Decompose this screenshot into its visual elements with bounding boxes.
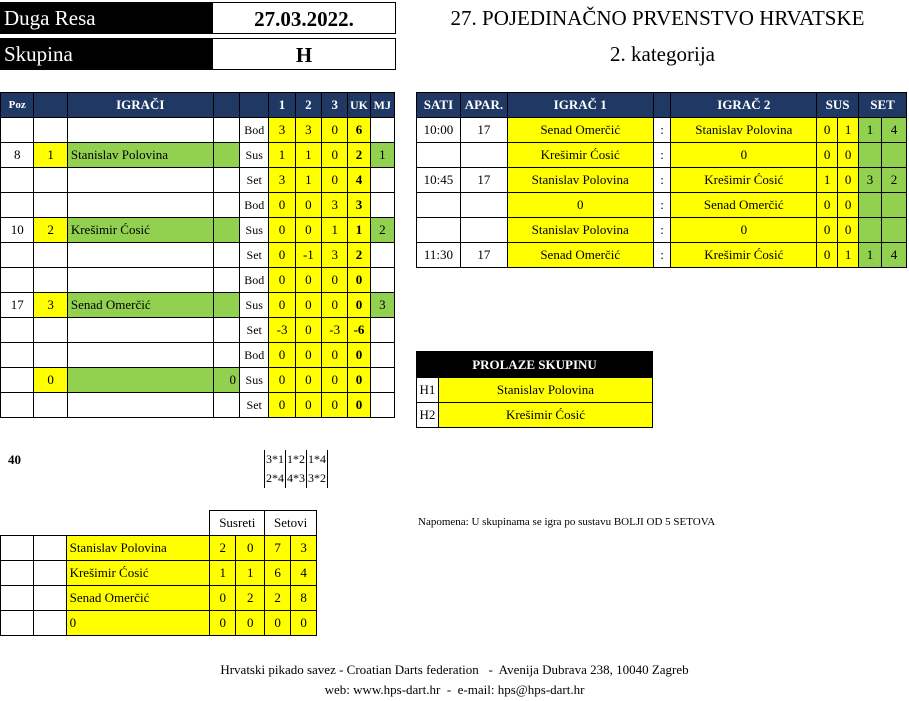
- set-header: SET: [859, 93, 907, 118]
- schedule-header-row: [417, 93, 907, 118]
- score-cell: 0: [322, 293, 348, 318]
- summary-sets-won: 0: [265, 611, 291, 636]
- sati-header: SATI: [417, 93, 461, 118]
- match-row: [417, 168, 907, 193]
- page-title: 27. POJEDINAČNO PRVENSTVO HRVATSKE: [450, 6, 865, 30]
- score-cell: 0: [269, 243, 295, 268]
- standings-row: [1, 393, 395, 418]
- position-cell: [1, 368, 34, 393]
- row-label-cell: Sus: [240, 143, 269, 168]
- score-cell: 0: [322, 143, 348, 168]
- score-cell: 0: [295, 318, 321, 343]
- location-cell: [0, 2, 212, 34]
- score-cell: 0: [295, 293, 321, 318]
- qualifiers-title: PROLAZE SKUPINU: [417, 352, 653, 378]
- player-number-cell: [34, 343, 67, 368]
- match-row: [417, 243, 907, 268]
- summary-empty: [33, 536, 66, 561]
- summary-sets-lost: 3: [291, 536, 317, 561]
- pairing-value: 3*1: [264, 450, 285, 469]
- match-set2: 4: [881, 243, 906, 268]
- player-extra-cell: [213, 268, 239, 293]
- player-extra-cell: 0: [213, 368, 239, 393]
- rank-cell: [370, 268, 394, 293]
- player-extra-cell: [213, 318, 239, 343]
- qualifiers-table: [416, 351, 653, 428]
- match-time: [417, 218, 461, 243]
- total-cell: 6: [348, 118, 370, 143]
- row-label-cell: Bod: [240, 193, 269, 218]
- score-cell: 3: [322, 193, 348, 218]
- standings-row: [1, 293, 395, 318]
- row-label-cell: Sus: [240, 293, 269, 318]
- score-cell: 0: [269, 193, 295, 218]
- summary-susreti-lost: 2: [236, 586, 265, 611]
- player-number-cell: 3: [34, 293, 67, 318]
- summary-pad: [317, 561, 343, 586]
- match-sus1: 0: [817, 193, 838, 218]
- match-set2: 2: [881, 168, 906, 193]
- summary-sets-lost: 8: [291, 586, 317, 611]
- player-number-cell: 2: [34, 218, 67, 243]
- player-name-cell: Stanislav Polovina: [67, 143, 213, 168]
- standings-row: [1, 268, 395, 293]
- match-separator: :: [653, 118, 671, 143]
- score-cell: 1: [322, 218, 348, 243]
- match-row: [417, 218, 907, 243]
- match-player2: Stanislav Polovina: [671, 118, 817, 143]
- summary-player-name: Krešimir Ćosić: [66, 561, 210, 586]
- footer-line2: web: www.hps-dart.hr - e-mail: hps@hps-dart.hr: [324, 682, 585, 697]
- total-cell: 0: [348, 343, 370, 368]
- score-cell: 0: [322, 168, 348, 193]
- match-sus2: 0: [838, 143, 859, 168]
- summary-row: [1, 611, 343, 636]
- score-cell: 0: [269, 268, 295, 293]
- player-extra-cell: [213, 168, 239, 193]
- apar-header: APAR.: [460, 93, 507, 118]
- match-set1: [859, 193, 882, 218]
- player-name-cell: [67, 393, 213, 418]
- match-row: [417, 193, 907, 218]
- match-time: 11:30: [417, 243, 461, 268]
- match-sus1: 0: [817, 143, 838, 168]
- total-cell: 4: [348, 168, 370, 193]
- summary-empty: [33, 611, 66, 636]
- player-number-cell: 1: [34, 143, 67, 168]
- match-player2: Krešimir Ćosić: [671, 168, 817, 193]
- player-extra-cell: [213, 393, 239, 418]
- rank-cell: 1: [370, 143, 394, 168]
- player-number-cell: [34, 268, 67, 293]
- group-value: H: [295, 43, 313, 67]
- match-player2: 0: [671, 143, 817, 168]
- player2-header: IGRAČ 2: [671, 93, 817, 118]
- pairings-grid: [264, 450, 328, 488]
- player-extra-cell: [213, 193, 239, 218]
- note-text: Napomena: U skupinama se igra po sustavu BOLJI OD 5 SETOVA: [418, 516, 716, 528]
- footer-line1: Hrvatski pikado savez - Croatian Darts federation - Avenija Dubrava 238, 10040 Zagreb: [220, 662, 689, 677]
- match-set2: [881, 193, 906, 218]
- rank-cell: [370, 243, 394, 268]
- score-cell: -3: [322, 318, 348, 343]
- match-board: [460, 143, 507, 168]
- match-time: [417, 193, 461, 218]
- score-cell: 0: [269, 218, 295, 243]
- match-separator: :: [653, 168, 671, 193]
- total-cell: -6: [348, 318, 370, 343]
- match-player2: Senad Omerčić: [671, 193, 817, 218]
- match-set1: 1: [859, 118, 882, 143]
- row-label-cell: Set: [240, 393, 269, 418]
- player-name-cell: [67, 368, 213, 393]
- mj-header: MJ: [370, 93, 394, 118]
- player-name-cell: [67, 268, 213, 293]
- score-cell: 0: [295, 393, 321, 418]
- summary-sets-won: 7: [265, 536, 291, 561]
- standings-row: [1, 243, 395, 268]
- match-board: 17: [460, 168, 507, 193]
- group-label-cell: [0, 38, 212, 70]
- total-cell: 3: [348, 193, 370, 218]
- row-label-cell: Sus: [240, 218, 269, 243]
- total-cell: 1: [348, 218, 370, 243]
- total-cell: 2: [348, 143, 370, 168]
- position-cell: [1, 243, 34, 268]
- score-cell: 0: [269, 343, 295, 368]
- position-cell: 8: [1, 143, 34, 168]
- match-set1: 1: [859, 243, 882, 268]
- match-set1: [859, 218, 882, 243]
- score-cell: 3: [269, 168, 295, 193]
- match-sus1: 0: [817, 118, 838, 143]
- match-time: 10:00: [417, 118, 461, 143]
- match-set1: 3: [859, 168, 882, 193]
- match-board: [460, 193, 507, 218]
- summary-sets-lost: 0: [291, 611, 317, 636]
- player-number-cell: [34, 118, 67, 143]
- position-cell: [1, 168, 34, 193]
- score-cell: 3: [322, 243, 348, 268]
- player-name-cell: Krešimir Ćosić: [67, 218, 213, 243]
- match-set2: [881, 218, 906, 243]
- score-cell: 1: [295, 168, 321, 193]
- summary-table: [0, 510, 343, 636]
- schedule-table: [416, 92, 907, 268]
- match-player1: Senad Omerčić: [507, 243, 653, 268]
- summary-empty: [1, 561, 34, 586]
- match-player1: Stanislav Polovina: [507, 168, 653, 193]
- player-number-cell: [34, 318, 67, 343]
- score-cell: 0: [322, 118, 348, 143]
- summary-empty: [33, 561, 66, 586]
- score-cell: 0: [322, 343, 348, 368]
- qualifier-name: Krešimir Ćosić: [438, 403, 652, 428]
- summary-susreti-lost: 0: [236, 611, 265, 636]
- standings-header-row: [1, 93, 395, 118]
- standings-row: [1, 193, 395, 218]
- player-name-cell: Senad Omerčić: [67, 293, 213, 318]
- position-cell: 17: [1, 293, 34, 318]
- match-row: [417, 143, 907, 168]
- total-cell: 0: [348, 393, 370, 418]
- summary-empty: [1, 611, 34, 636]
- score-cell: 1: [269, 143, 295, 168]
- pairing-line: [264, 450, 328, 469]
- score-cell: 3: [269, 118, 295, 143]
- standings-row: [1, 218, 395, 243]
- match-sus2: 1: [838, 118, 859, 143]
- score-cell: 0: [322, 368, 348, 393]
- row-label-cell: Bod: [240, 268, 269, 293]
- player-extra-cell: [213, 218, 239, 243]
- summary-susreti-lost: 0: [236, 536, 265, 561]
- position-cell: [1, 193, 34, 218]
- standings-row: [1, 343, 395, 368]
- standings-row: [1, 368, 395, 393]
- col1-header: 1: [269, 93, 295, 118]
- row-label-cell: Set: [240, 168, 269, 193]
- group-label: Skupina: [4, 42, 73, 66]
- sus-header: SUS: [817, 93, 859, 118]
- qualifier-row: [417, 378, 653, 403]
- pairing-value: 2*4: [264, 469, 285, 488]
- score-cell: 1: [295, 143, 321, 168]
- col3-header: 3: [322, 93, 348, 118]
- row-label-cell: Bod: [240, 118, 269, 143]
- summary-row: [1, 586, 343, 611]
- total-cell: 0: [348, 368, 370, 393]
- score-cell: 0: [295, 268, 321, 293]
- summary-susreti-won: 0: [210, 586, 236, 611]
- match-set2: 4: [881, 118, 906, 143]
- match-separator: :: [653, 193, 671, 218]
- group-value-cell: [212, 38, 396, 70]
- match-player2: Krešimir Ćosić: [671, 243, 817, 268]
- player-extra-cell: [213, 343, 239, 368]
- players-header: IGRAČI: [67, 93, 213, 118]
- summary-player-name: Senad Omerčić: [66, 586, 210, 611]
- position-cell: 10: [1, 218, 34, 243]
- summary-row: [1, 561, 343, 586]
- match-separator: :: [653, 143, 671, 168]
- summary-sets-won: 2: [265, 586, 291, 611]
- summary-pad: [317, 611, 343, 636]
- match-sus1: 0: [817, 243, 838, 268]
- match-set2: [881, 143, 906, 168]
- qualifier-row: [417, 403, 653, 428]
- player-name-cell: [67, 243, 213, 268]
- player-extra-cell: [213, 143, 239, 168]
- standings-table: [0, 92, 395, 418]
- date-cell: [212, 2, 396, 34]
- date-text: 27.03.2022.: [254, 7, 354, 31]
- poz-header: Poz: [1, 93, 34, 118]
- qualifier-code: H1: [417, 378, 439, 403]
- match-separator: :: [653, 218, 671, 243]
- summary-player-name: Stanislav Polovina: [66, 536, 210, 561]
- standings-row: [1, 118, 395, 143]
- player-number-cell: [34, 193, 67, 218]
- row-label-cell: Set: [240, 318, 269, 343]
- player-name-cell: [67, 318, 213, 343]
- total-cell: 0: [348, 293, 370, 318]
- match-board: 17: [460, 243, 507, 268]
- match-player1: Stanislav Polovina: [507, 218, 653, 243]
- qualifier-code: H2: [417, 403, 439, 428]
- rank-cell: [370, 118, 394, 143]
- player-name-cell: [67, 168, 213, 193]
- match-player1: 0: [507, 193, 653, 218]
- player-extra-cell: [213, 243, 239, 268]
- match-board: 17: [460, 118, 507, 143]
- score-cell: 0: [322, 268, 348, 293]
- match-sus1: 0: [817, 218, 838, 243]
- group-number: 40: [8, 452, 21, 467]
- summary-empty: [33, 586, 66, 611]
- susreti-header: Susreti: [210, 511, 265, 536]
- col2-header: 2: [295, 93, 321, 118]
- score-cell: 3: [295, 118, 321, 143]
- location-text: Duga Resa: [4, 6, 96, 30]
- summary-row: [1, 536, 343, 561]
- position-cell: [1, 268, 34, 293]
- summary-susreti-won: 1: [210, 561, 236, 586]
- summary-susreti-won: 0: [210, 611, 236, 636]
- rank-cell: [370, 343, 394, 368]
- rank-cell: [370, 368, 394, 393]
- rank-cell: [370, 393, 394, 418]
- rank-cell: [370, 168, 394, 193]
- pairing-line: [264, 469, 328, 488]
- summary-sets-won: 6: [265, 561, 291, 586]
- player-number-cell: [34, 393, 67, 418]
- standings-row: [1, 168, 395, 193]
- score-cell: 0: [322, 393, 348, 418]
- summary-header-row: [1, 511, 343, 536]
- position-cell: [1, 118, 34, 143]
- player-name-cell: [67, 343, 213, 368]
- match-board: [460, 218, 507, 243]
- player-extra-cell: [213, 293, 239, 318]
- score-cell: -1: [295, 243, 321, 268]
- player-extra-cell: [213, 118, 239, 143]
- position-cell: [1, 393, 34, 418]
- match-sus2: 1: [838, 243, 859, 268]
- pairing-value: 1*2: [285, 450, 306, 469]
- rank-cell: 3: [370, 293, 394, 318]
- match-sus1: 1: [817, 168, 838, 193]
- rank-cell: 2: [370, 218, 394, 243]
- pairing-value: 1*4: [306, 450, 328, 469]
- score-cell: 0: [269, 368, 295, 393]
- match-sus2: 0: [838, 168, 859, 193]
- uk-header: UK: [348, 93, 370, 118]
- position-cell: [1, 343, 34, 368]
- player1-header: IGRAČ 1: [507, 93, 653, 118]
- position-cell: [1, 318, 34, 343]
- summary-empty: [1, 586, 34, 611]
- standings-row: [1, 143, 395, 168]
- summary-susreti-lost: 1: [236, 561, 265, 586]
- player-number-cell: [34, 168, 67, 193]
- score-cell: 0: [269, 293, 295, 318]
- summary-pad: [317, 586, 343, 611]
- match-time: 10:45: [417, 168, 461, 193]
- summary-sets-lost: 4: [291, 561, 317, 586]
- match-player1: Krešimir Ćosić: [507, 143, 653, 168]
- setovi-header: Setovi: [265, 511, 317, 536]
- total-cell: 0: [348, 268, 370, 293]
- score-cell: 0: [269, 393, 295, 418]
- summary-player-name: 0: [66, 611, 210, 636]
- player-number-cell: 0: [34, 368, 67, 393]
- match-separator: :: [653, 243, 671, 268]
- row-label-cell: Bod: [240, 343, 269, 368]
- pairing-value: 3*2: [306, 469, 328, 488]
- rank-cell: [370, 318, 394, 343]
- score-cell: 0: [295, 218, 321, 243]
- total-cell: 2: [348, 243, 370, 268]
- summary-pad: [317, 536, 343, 561]
- match-time: [417, 143, 461, 168]
- row-label-cell: Sus: [240, 368, 269, 393]
- player-number-cell: [34, 243, 67, 268]
- player-name-cell: [67, 193, 213, 218]
- match-sus2: 0: [838, 218, 859, 243]
- category-title: 2. kategorija: [610, 42, 715, 66]
- match-sus2: 0: [838, 193, 859, 218]
- player-name-cell: [67, 118, 213, 143]
- rank-cell: [370, 193, 394, 218]
- row-label-cell: Set: [240, 243, 269, 268]
- match-player2: 0: [671, 218, 817, 243]
- match-set1: [859, 143, 882, 168]
- qualifier-name: Stanislav Polovina: [438, 378, 652, 403]
- score-cell: 0: [295, 368, 321, 393]
- match-row: [417, 118, 907, 143]
- summary-susreti-won: 2: [210, 536, 236, 561]
- score-cell: 0: [295, 193, 321, 218]
- match-player1: Senad Omerčić: [507, 118, 653, 143]
- pairing-value: 4*3: [285, 469, 306, 488]
- summary-empty: [1, 536, 34, 561]
- score-cell: 0: [295, 343, 321, 368]
- score-cell: -3: [269, 318, 295, 343]
- standings-row: [1, 318, 395, 343]
